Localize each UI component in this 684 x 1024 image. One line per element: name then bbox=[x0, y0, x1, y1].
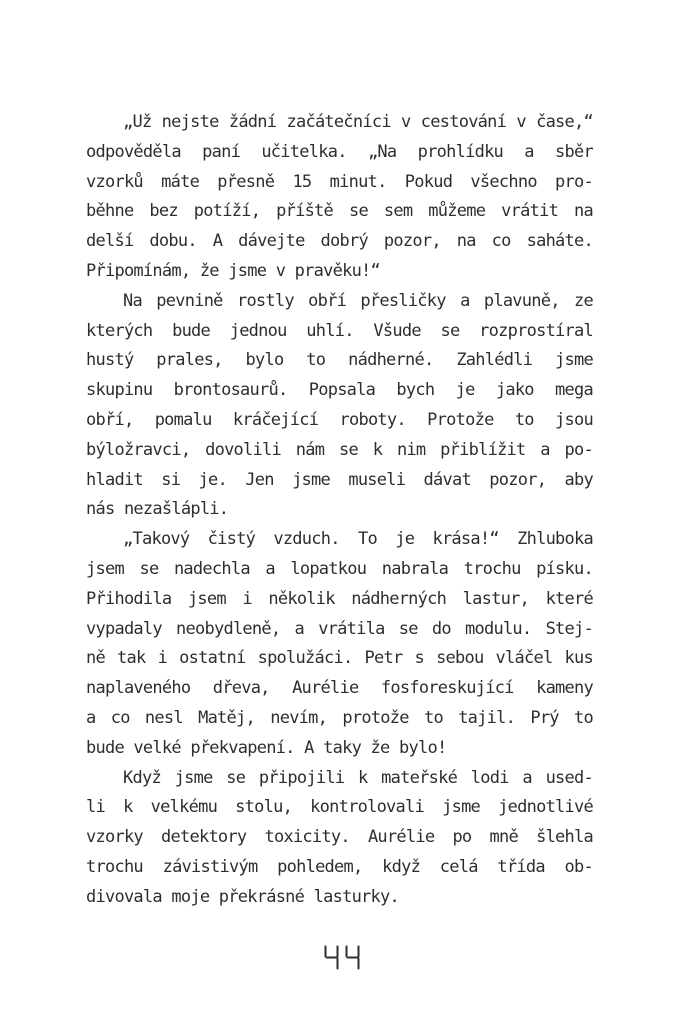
text-line: obří, pomalu kráčející roboty. Protože to jsou bbox=[86, 409, 593, 430]
text-line: hladit si je. Jen jsme museli dávat pozor, aby bbox=[86, 469, 593, 490]
text-line: delší dobu. A dávejte dobrý pozor, na co saháte. bbox=[86, 231, 593, 252]
paragraph bbox=[86, 108, 593, 287]
text-line: li k velkému stolu, kontrolovali jsme jednotlivé bbox=[86, 797, 593, 818]
text-line: Připomínám, že jsme v pravěku!“ bbox=[86, 260, 381, 281]
text-line: naplaveného dřeva, Aurélie fosforeskující kameny bbox=[86, 678, 593, 699]
text-line: a co nesl Matěj, nevím, protože to tajil. Prý to bbox=[86, 707, 593, 728]
text-line: ně tak i ostatní spolužáci. Petr s sebou vláčel kus bbox=[86, 648, 593, 669]
text-line: skupinu brontosaurů. Popsala bych je jako mega bbox=[86, 380, 593, 401]
text-line: „Takový čistý vzduch. To je krása!“ Zhluboka bbox=[123, 529, 593, 550]
text-line: hustý prales, bylo to nádherné. Zahlédli jsme bbox=[86, 350, 593, 371]
text-line: vypadaly neobydleně, a vrátila se do modulu. Stej- bbox=[86, 618, 593, 639]
paragraph bbox=[86, 287, 593, 525]
text-line: nás nezašlápli. bbox=[86, 499, 229, 520]
paragraph bbox=[86, 764, 593, 913]
text-line: Když jsme se připojili k mateřské lodi a used- bbox=[123, 767, 593, 788]
text-line: divovala moje překrásné lasturky. bbox=[86, 886, 400, 907]
text-line: odpověděla paní učitelka. „Na prohlídku a sběr bbox=[86, 141, 593, 162]
text-line: trochu závistivým pohledem, když celá třída ob- bbox=[86, 856, 593, 877]
text-line: „Už nejste žádní začátečníci v cestování v čase,“ bbox=[123, 112, 593, 132]
text-line: býložravci, dovolili nám se k nim přiblížit a po- bbox=[86, 439, 593, 460]
text-line: Na pevnině rostly obří přesličky a plavuně, ze bbox=[123, 290, 593, 311]
text-line: vzorky detektory toxicity. Aurélie po mně šlehla bbox=[86, 827, 593, 848]
text-line: bude velké překvapení. A taky že bylo! bbox=[86, 737, 447, 758]
page-number-digit-icon bbox=[345, 944, 360, 971]
page-number bbox=[0, 944, 684, 971]
page-text bbox=[86, 108, 593, 913]
text-line: kterých bude jednou uhlí. Všude se rozprostíral bbox=[86, 320, 593, 341]
text-line: Přihodila jsem i několik nádherných lastur, které bbox=[86, 588, 593, 609]
text-line: běhne bez potíží, příště se sem můžeme vrátit na bbox=[86, 201, 593, 222]
text-line: vzorků máte přesně 15 minut. Pokud všechno pro- bbox=[86, 171, 593, 192]
page-number-digit-icon bbox=[324, 944, 339, 971]
page-number-value bbox=[342, 944, 343, 945]
paragraph bbox=[86, 525, 593, 763]
text-line: jsem se nadechla a lopatkou nabrala trochu písku. bbox=[86, 558, 593, 579]
